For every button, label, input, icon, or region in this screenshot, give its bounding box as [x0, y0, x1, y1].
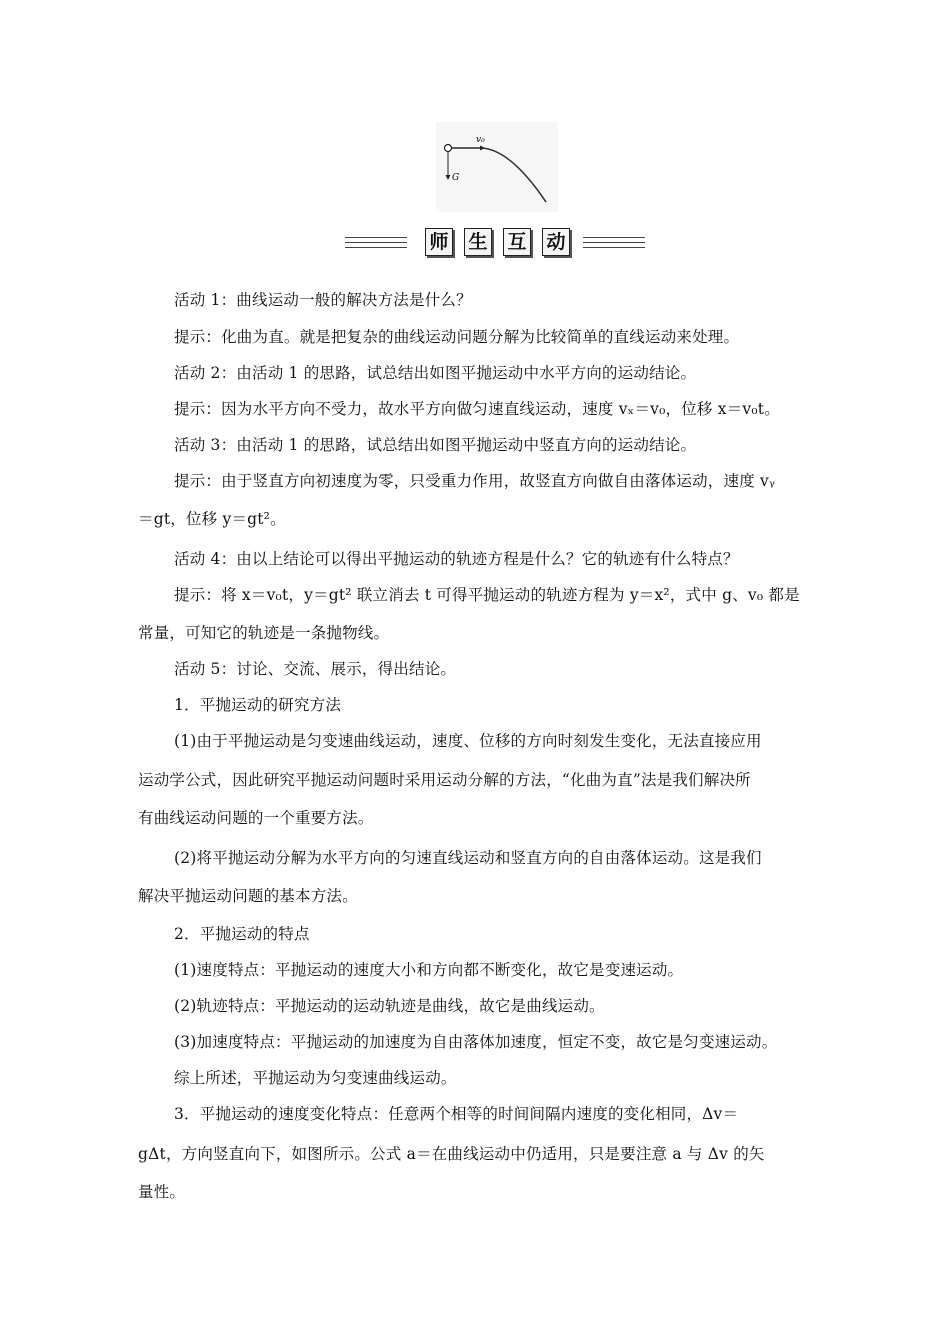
banner-char: 互 [503, 228, 531, 256]
hint-2: 提示：因为水平方向不受力，故水平方向做匀速直线运动，速度 vₓ＝v₀，位移 x＝v₀t。 [174, 400, 780, 418]
activity-4: 活动 4：由以上结论可以得出平抛运动的轨迹方程是什么？它的轨迹有什么特点？ [174, 550, 739, 568]
hint-3-cont: ＝gt，位移 y＝gt²。 [138, 510, 286, 528]
banner-left-rule [345, 237, 407, 252]
heading-3-cont: gΔt，方向竖直向下，如图所示。公式 a＝在曲线运动中仍适用，只是要注意 a 与 Δv 的矢 [138, 1145, 765, 1163]
activity-1: 活动 1：曲线运动一般的解决方法是什么？ [174, 291, 472, 309]
banner-right-rule [583, 237, 645, 252]
heading-2: 2．平抛运动的特点 [174, 925, 310, 943]
activity-3: 活动 3：由活动 1 的思路，试总结出如图平抛运动中竖直方向的运动结论。 [174, 436, 697, 454]
para-2-1: (1)速度特点：平抛运动的速度大小和方向都不断变化，故它是变速运动。 [174, 961, 684, 979]
para-1-1-cont2: 有曲线运动问题的一个重要方法。 [138, 809, 374, 827]
para-1-1: (1)由于平抛运动是匀变速曲线运动，速度、位移的方向时刻发生变化，无法直接应用 [174, 732, 762, 750]
para-1-2-cont: 解决平抛运动问题的基本方法。 [138, 887, 358, 905]
summary: 综上所述，平抛运动为匀变速曲线运动。 [174, 1069, 457, 1087]
hint-1: 提示：化曲为直。就是把复杂的曲线运动问题分解为比较简单的直线运动来处理。 [174, 328, 740, 346]
banner-char: 动 [542, 228, 570, 256]
section-banner [345, 228, 645, 258]
banner-char: 师 [425, 228, 453, 256]
g-label: G [452, 173, 460, 183]
heading-1: 1．平抛运动的研究方法 [174, 696, 342, 714]
hint-4: 提示：将 x＝v₀t，y＝gt² 联立消去 t 可得平抛运动的轨迹方程为 y＝x²，式中 g、v₀ 都是 [174, 586, 800, 604]
para-1-1-cont: 运动学公式，因此研究平抛运动问题时采用运动分解的方法，“化曲为直”法是我们解决所 [138, 771, 751, 789]
projectile-figure [436, 122, 558, 212]
heading-3: 3．平抛运动的速度变化特点：任意两个相等的时间间隔内速度的变化相同，Δv＝ [174, 1105, 739, 1123]
banner-char: 生 [464, 228, 492, 256]
para-2-3: (3)加速度特点：平抛运动的加速度为自由落体加速度，恒定不变，故它是匀变速运动。 [174, 1033, 778, 1051]
v0-label: v₀ [476, 135, 485, 145]
activity-2: 活动 2：由活动 1 的思路，试总结出如图平抛运动中水平方向的运动结论。 [174, 364, 697, 382]
activity-5: 活动 5：讨论、交流、展示，得出结论。 [174, 660, 457, 678]
para-2-2: (2)轨迹特点：平抛运动的运动轨迹是曲线，故它是曲线运动。 [174, 997, 605, 1015]
heading-3-cont2: 量性。 [138, 1183, 186, 1201]
hint-4-cont: 常量，可知它的轨迹是一条抛物线。 [138, 624, 390, 642]
para-1-2: (2)将平抛运动分解为水平方向的匀速直线运动和竖直方向的自由落体运动。这是我们 [174, 849, 762, 867]
hint-3: 提示：由于竖直方向初速度为零，只受重力作用，故竖直方向做自由落体运动，速度 vᵧ [174, 472, 776, 490]
ball [445, 145, 452, 152]
